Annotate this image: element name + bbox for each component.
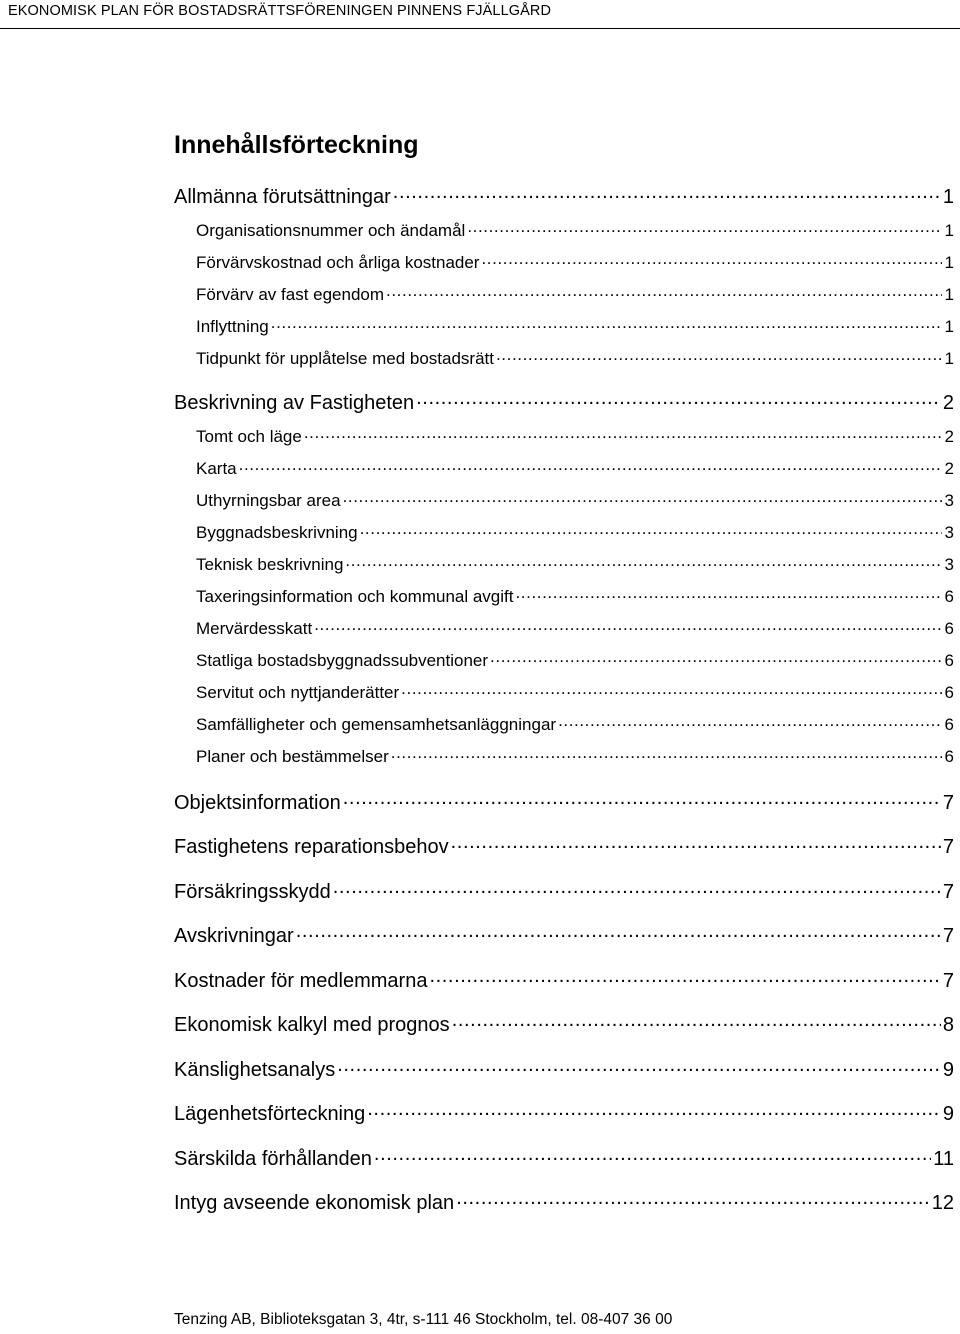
toc-entry[interactable]	[196, 425, 954, 447]
toc-entry[interactable]	[174, 1100, 954, 1126]
toc-entry-page-number: 1	[944, 285, 954, 304]
toc-dot-leader	[429, 967, 940, 987]
toc-entry-label: Servitut och nyttjanderätter	[196, 683, 400, 702]
toc-entry-label: Lägenhetsförteckning	[174, 1103, 366, 1125]
toc-entry[interactable]	[174, 789, 954, 815]
toc-dot-leader	[452, 1011, 941, 1031]
toc-dot-leader	[333, 878, 941, 898]
toc-entry-label: Intyg avseende ekonomisk plan	[174, 1192, 455, 1214]
toc-entry-page-number: 2	[944, 459, 954, 478]
toc-dot-leader	[558, 713, 942, 730]
toc-dot-leader	[239, 457, 942, 474]
toc-entry-label: Uthyrningsbar area	[196, 491, 341, 510]
toc-entry-page-number: 6	[944, 747, 954, 766]
document-footer: Tenzing AB, Biblioteksgatan 3, 4tr, s-111 46 Stockholm, tel. 08-407 36 00	[174, 1311, 673, 1328]
toc-entry[interactable]	[174, 967, 954, 993]
toc-dot-leader	[451, 833, 941, 853]
toc-entry[interactable]	[174, 1189, 954, 1215]
toc-entry-label: Taxeringsinformation och kommunal avgift	[196, 587, 514, 606]
toc-entry[interactable]	[174, 389, 954, 415]
toc-entry[interactable]	[196, 713, 954, 735]
toc-entry-label: Allmänna förutsättningar	[174, 186, 391, 208]
toc-entry-label: Avskrivningar	[174, 925, 294, 947]
toc-entry-page-number: 12	[931, 1192, 954, 1214]
toc-entry-page-number: 6	[944, 715, 954, 734]
toc-entry[interactable]	[196, 219, 954, 241]
toc-entry-label: Tomt och läge	[196, 427, 302, 446]
toc-dot-leader	[367, 1100, 941, 1120]
toc-entry[interactable]	[196, 283, 954, 305]
toc-dot-leader	[343, 489, 942, 506]
toc-entry-page-number: 2	[942, 392, 954, 414]
toc-entry[interactable]	[196, 489, 954, 511]
toc-dot-leader	[374, 1145, 931, 1165]
toc-dot-leader	[360, 521, 942, 538]
toc-entry[interactable]	[196, 553, 954, 575]
toc-entry-page-number: 6	[944, 651, 954, 670]
toc-dot-leader	[481, 251, 942, 268]
toc-entry-label: Kostnader för medlemmarna	[174, 970, 428, 992]
toc-entry[interactable]	[174, 1056, 954, 1082]
toc-entry[interactable]	[174, 183, 954, 209]
toc-entry-page-number: 7	[942, 925, 954, 947]
toc-entry[interactable]	[174, 1145, 954, 1171]
toc-entry-page-number: 7	[942, 836, 954, 858]
toc-entry[interactable]	[196, 681, 954, 703]
toc-dot-leader	[393, 183, 941, 203]
toc-entry[interactable]	[196, 251, 954, 273]
toc-entry-label: Planer och bestämmelser	[196, 747, 389, 766]
toc-dot-leader	[456, 1189, 930, 1209]
toc-dot-leader	[314, 617, 942, 634]
toc-dot-leader	[337, 1056, 941, 1076]
toc-entry-page-number: 6	[944, 587, 954, 606]
toc-entry-label: Mervärdesskatt	[196, 619, 313, 638]
toc-entry-label: Ekonomisk kalkyl med prognos	[174, 1014, 450, 1036]
toc-entry[interactable]	[174, 833, 954, 859]
toc-entry-page-number: 8	[942, 1014, 954, 1036]
toc-dot-leader	[496, 347, 942, 364]
toc-entry-label: Förvärv av fast egendom	[196, 285, 385, 304]
toc-dot-leader	[271, 315, 942, 332]
toc-entry-page-number: 7	[942, 792, 954, 814]
toc-entry-page-number: 9	[942, 1059, 954, 1081]
toc-entry-page-number: 6	[944, 683, 954, 702]
toc-entry[interactable]	[174, 922, 954, 948]
toc-dot-leader	[401, 681, 942, 698]
toc-entry-page-number: 1	[944, 253, 954, 272]
toc-entry[interactable]	[174, 1011, 954, 1037]
toc-entry-label: Tidpunkt för upplåtelse med bostadsrätt	[196, 349, 494, 368]
toc-entry-page-number: 11	[933, 1148, 954, 1170]
toc-entry-page-number: 6	[944, 619, 954, 638]
toc-entry-page-number: 1	[944, 317, 954, 336]
toc-entry-label: Beskrivning av Fastigheten	[174, 392, 415, 414]
toc-entry-label: Karta	[196, 459, 237, 478]
toc-entry-label: Samfälligheter och gemensamhetsanläggningar	[196, 715, 557, 734]
toc-entry-page-number: 7	[942, 881, 954, 903]
toc-entry[interactable]	[174, 878, 954, 904]
toc-entry-label: Teknisk beskrivning	[196, 555, 344, 574]
toc-entry-page-number: 1	[944, 221, 954, 240]
toc-entry-label: Statliga bostadsbyggnadssubventioner	[196, 651, 489, 670]
toc-entry[interactable]	[196, 521, 954, 543]
toc-entry-label: Förvärvskostnad och årliga kostnader	[196, 253, 480, 272]
toc-entry-page-number: 1	[942, 186, 954, 208]
toc-entry-label: Försäkringsskydd	[174, 881, 331, 903]
toc-entry[interactable]	[196, 457, 954, 479]
toc-entry[interactable]	[196, 585, 954, 607]
toc-entry-page-number: 3	[944, 523, 954, 542]
toc-entry-page-number: 7	[942, 970, 954, 992]
toc-entry-label: Känslighetsanalys	[174, 1059, 336, 1081]
toc-title: Innehållsförteckning	[174, 131, 419, 159]
toc-entry-label: Fastighetens reparationsbehov	[174, 836, 449, 858]
document-header: EKONOMISK PLAN FÖR BOSTADSRÄTTSFÖRENINGEN PINNENS FJÄLLGÅRD	[8, 3, 552, 19]
toc-entry-page-number: 3	[944, 555, 954, 574]
toc-entry-label: Särskilda förhållanden	[174, 1148, 372, 1170]
toc-entry-page-number: 1	[944, 349, 954, 368]
toc-dot-leader	[386, 283, 942, 300]
toc-entry-label: Objektsinformation	[174, 792, 341, 814]
toc-entry[interactable]	[196, 347, 954, 369]
toc-dot-leader	[416, 389, 941, 409]
toc-entry-label: Byggnadsbeskrivning	[196, 523, 358, 542]
toc-dot-leader	[515, 585, 942, 602]
toc-entry-page-number: 9	[942, 1103, 954, 1125]
toc-dot-leader	[345, 553, 942, 570]
toc-entry[interactable]	[196, 745, 954, 767]
toc-dot-leader	[296, 922, 941, 942]
toc-entry[interactable]	[196, 649, 954, 671]
toc-entry[interactable]	[196, 617, 954, 639]
toc-dot-leader	[490, 649, 942, 666]
toc-dot-leader	[304, 425, 942, 442]
toc-dot-leader	[467, 219, 942, 236]
toc-dot-leader	[391, 745, 942, 762]
toc-entry-label: Organisationsnummer och ändamål	[196, 221, 466, 240]
toc-entry-page-number: 3	[944, 491, 954, 510]
toc-entry-page-number: 2	[944, 427, 954, 446]
toc-dot-leader	[343, 789, 941, 809]
toc-entry-label: Inflyttning	[196, 317, 269, 336]
toc-entry[interactable]	[196, 315, 954, 337]
